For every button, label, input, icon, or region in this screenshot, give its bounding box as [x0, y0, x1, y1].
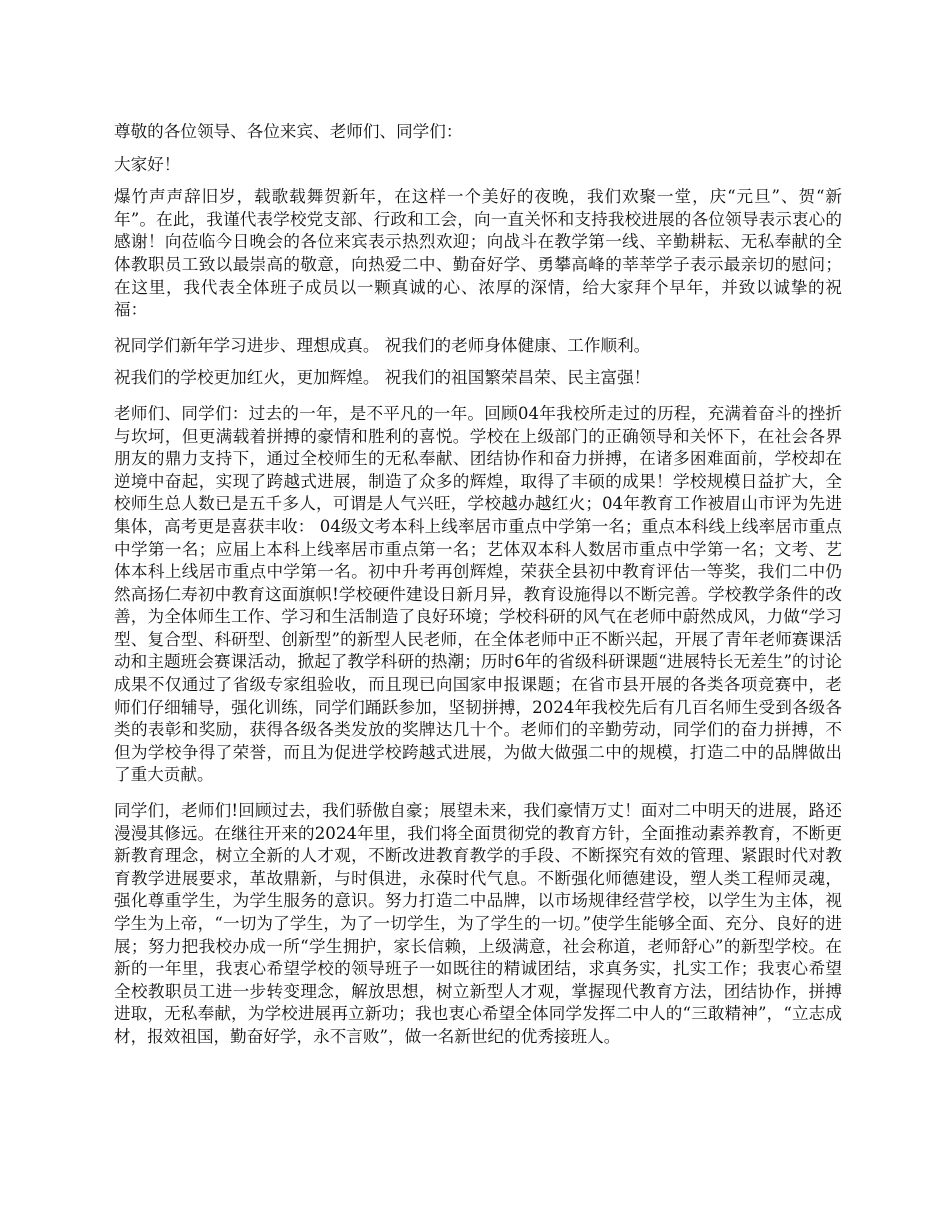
document-body	[114, 121, 842, 1062]
wish-line-2: 祝我们的学校更加红火，更加辉煌。 祝我们的祖国繁荣昌荣、民主富强！	[114, 368, 651, 388]
wish-line-1: 祝同学们新年学习进步、理想成真。 祝我们的老师身体健康、工作顺利。	[114, 335, 651, 355]
greeting: 大家好！	[114, 154, 181, 174]
paragraph-outlook: 同学们，老师们!回顾过去，我们骄傲自豪；展望未来，我们豪情万丈！面对二中明天的进展，路还漫漫其修远。在继往开来的2024年里，我们将全面贯彻党的教育方针，全面推动素养教育，不断更新教育理念，树立全新的人才观，不断改进教育教学的手段、不断探究有效的管理、紧跟时代对教育教学进展要求，革故鼎新，与时俱进，永葆时代气息。不断强化师德建设，塑人类工程师灵魂，强化尊重学生，为学生服务的意识。努力打造二中品牌，以市场规律经营学校，以学生为主体，视学生为上帝，“一切为了学生，为了一切学生，为了学生的一切。”使学生能够全面、充分、良好的进展；努力把我校办成一所“学生拥护，家长信赖，上级满意，社会称道，老师舒心”的新型学校。在新的一年里，我衷心希望学校的领导班子一如既往的精诚团结，求真务实，扎实工作；我衷心希望全校教职员工进一步转变理念，解放思想，树立新型人才观，掌握现代教育方法，团结协作，拼搏进取，无私奉献，为学校进展再立新功；我也衷心希望全体同学发挥二中人的“三敢精神”，“立志成材，报效祖国，勤奋好学，永不言败”，做一名新世纪的优秀接班人。	[114, 801, 842, 1046]
salutation: 尊敬的各位领导、各位来宾、老师们、同学们：	[114, 122, 463, 141]
paragraph-opening: 爆竹声声辞旧岁，载歌载舞贺新年，在这样一个美好的夜晚，我们欢聚一堂，庆“元旦”、贺“新年”。在此，我谨代表学校党支部、行政和工会，向一直关怀和支持我校进展的各位领导表示衷心的感谢！向莅临今日晚会的各位来宾表示热烈欢迎；向战斗在教学第一线、辛勤耕耘、无私奉献的全体教职员工致以最崇高的敬意，向热爱二中、勤奋好学、勇攀高峰的莘莘学子表示最亲切的慰问；在这里，我代表全体班子成员以一颗真诚的心、浓厚的深情，给大家拜个早年，并致以诚挚的祝福：	[114, 187, 842, 320]
paragraph-review: 老师们、同学们：过去的一年，是不平凡的一年。回顾04年我校所走过的历程，充满着奋斗的挫折与坎坷，但更满载着拼搏的豪情和胜利的喜悦。学校在上级部门的正确领导和关怀下，在社会各界朋友的鼎力支持下，通过全校师生的无私奉献、团结协作和奋力拼搏，在诸多困难面前，学校却在逆境中奋起，实现了跨越式进展，制造了众多的辉煌，取得了丰硕的成果！学校规模日益扩大，全校师生总人数已是五千多人，可谓是人气兴旺，学校越办越红火；04年教育工作被眉山市评为先进集体，高考更是喜获丰收： 04级文考本科上线率居市重点中学第一名；重点本科线上线率居市重点中学第一名；应届上本科上线率居市重点第一名；艺体双本科人数居市重点中学第一名；文考、艺体本科上线居市重点中学第一名。初中升考再创辉煌，荣获全县初中教育评估一等奖，我们二中仍然高扬仁寿初中教育这面旗帜!学校硬件建设日新月异，教育设施得以不断完善。学校教学条件的改善，为全体师生工作、学习和生活制造了良好环境；学校科研的风气在老师中蔚然成风，力做“学习型、复合型、科研型、创新型”的新型人民老师，在全体老师中正不断兴起，开展了青年老师赛课活动和主题班会赛课活动，掀起了教学科研的热潮；历时6年的省级科研课题“进展特长无差生”的讨论成果不仅通过了省级专家组验收，而且现已向国家申报课题；在省市县开展的各类各项竞赛中，老师们仔细辅导，强化训练，同学们踊跃参加，坚韧拼搏，2024年我校先后有几百名师生受到各级各类的表彰和奖励，获得各级各类发放的奖牌达几十个。老师们的辛勤劳动，同学们的奋力拼搏，不但为学校争得了荣誉，而且为促进学校跨越式进展，为做大做强二中的规模，打造二中的品牌做出了重大贡献。	[114, 403, 842, 785]
